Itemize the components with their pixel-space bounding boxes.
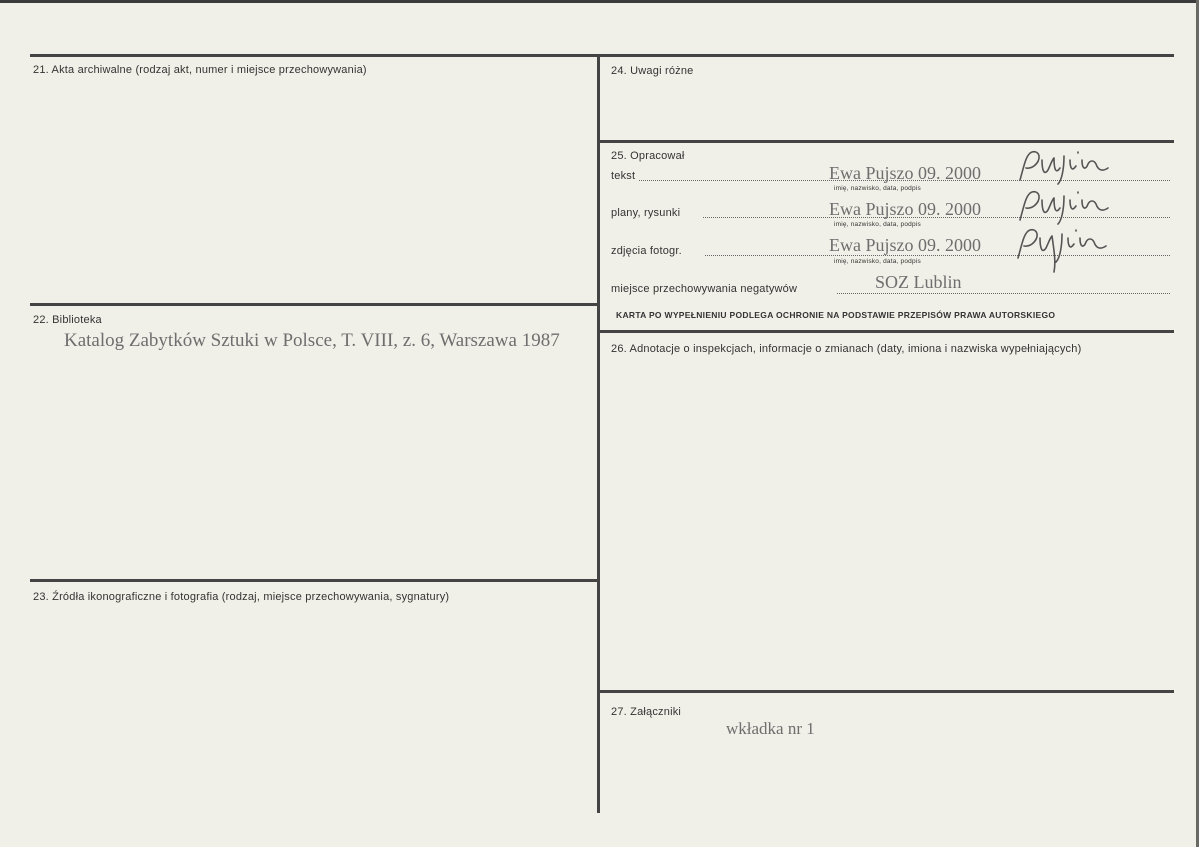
section-25-label: 25. Opracował bbox=[611, 150, 685, 162]
section-27-value: wkładka nr 1 bbox=[726, 719, 815, 738]
negatives-label: miejsce przechowywania negatywów bbox=[611, 283, 798, 295]
row-text-value: Ewa Pujszo 09. 2000 bbox=[829, 163, 981, 183]
divider-25-26 bbox=[599, 330, 1174, 333]
section-22-label: 22. Biblioteka bbox=[33, 314, 102, 326]
section-24-label: 24. Uwagi różne bbox=[611, 65, 694, 77]
row-photos-value: Ewa Pujszo 09. 2000 bbox=[829, 235, 981, 255]
page-edge-top bbox=[0, 0, 1199, 3]
section-23-label: 23. Źródła ikonograficzne i fotografia (rodzaj, miejsce przechowywania, sygnatury) bbox=[33, 591, 450, 603]
column-divider bbox=[597, 54, 600, 813]
row-plans-caption: imię, nazwisko, data, podpis bbox=[834, 221, 921, 228]
section-27-label: 27. Załączniki bbox=[611, 706, 682, 718]
row-text-caption: imię, nazwisko, data, podpis bbox=[834, 185, 921, 192]
top-border bbox=[30, 54, 1174, 57]
row-photos-label: zdjęcia fotogr. bbox=[611, 245, 682, 257]
row-text-label: tekst bbox=[611, 170, 636, 182]
row-photos-caption: imię, nazwisko, data, podpis bbox=[834, 258, 921, 265]
row-plans-label: plany, rysunki bbox=[611, 207, 681, 219]
signature-plans bbox=[1014, 186, 1124, 226]
section-22-value: Katalog Zabytków Sztuki w Polsce, T. VIII, z. 6, Warszawa 1987 bbox=[64, 330, 560, 351]
divider-22-23 bbox=[30, 579, 599, 582]
negatives-dotted-line bbox=[837, 293, 1170, 294]
divider-26-27 bbox=[599, 690, 1174, 693]
divider-24-25 bbox=[599, 140, 1174, 143]
negatives-value: SOZ Lublin bbox=[875, 272, 962, 292]
signature-text bbox=[1014, 146, 1124, 186]
divider-21-22 bbox=[30, 303, 599, 306]
signature-photos bbox=[1012, 224, 1122, 274]
section-21-label: 21. Akta archiwalne (rodzaj akt, numer i miejsce przechowywania) bbox=[33, 64, 367, 76]
row-plans-value: Ewa Pujszo 09. 2000 bbox=[829, 199, 981, 219]
section-26-label: 26. Adnotacje o inspekcjach, informacje o zmianach (daty, imiona i nazwiska wypełniających) bbox=[611, 343, 1082, 355]
copyright-notice: KARTA PO WYPEŁNIENIU PODLEGA OCHRONIE NA PODSTAWIE PRZEPISÓW PRAWA AUTORSKIEGO bbox=[616, 310, 1056, 320]
